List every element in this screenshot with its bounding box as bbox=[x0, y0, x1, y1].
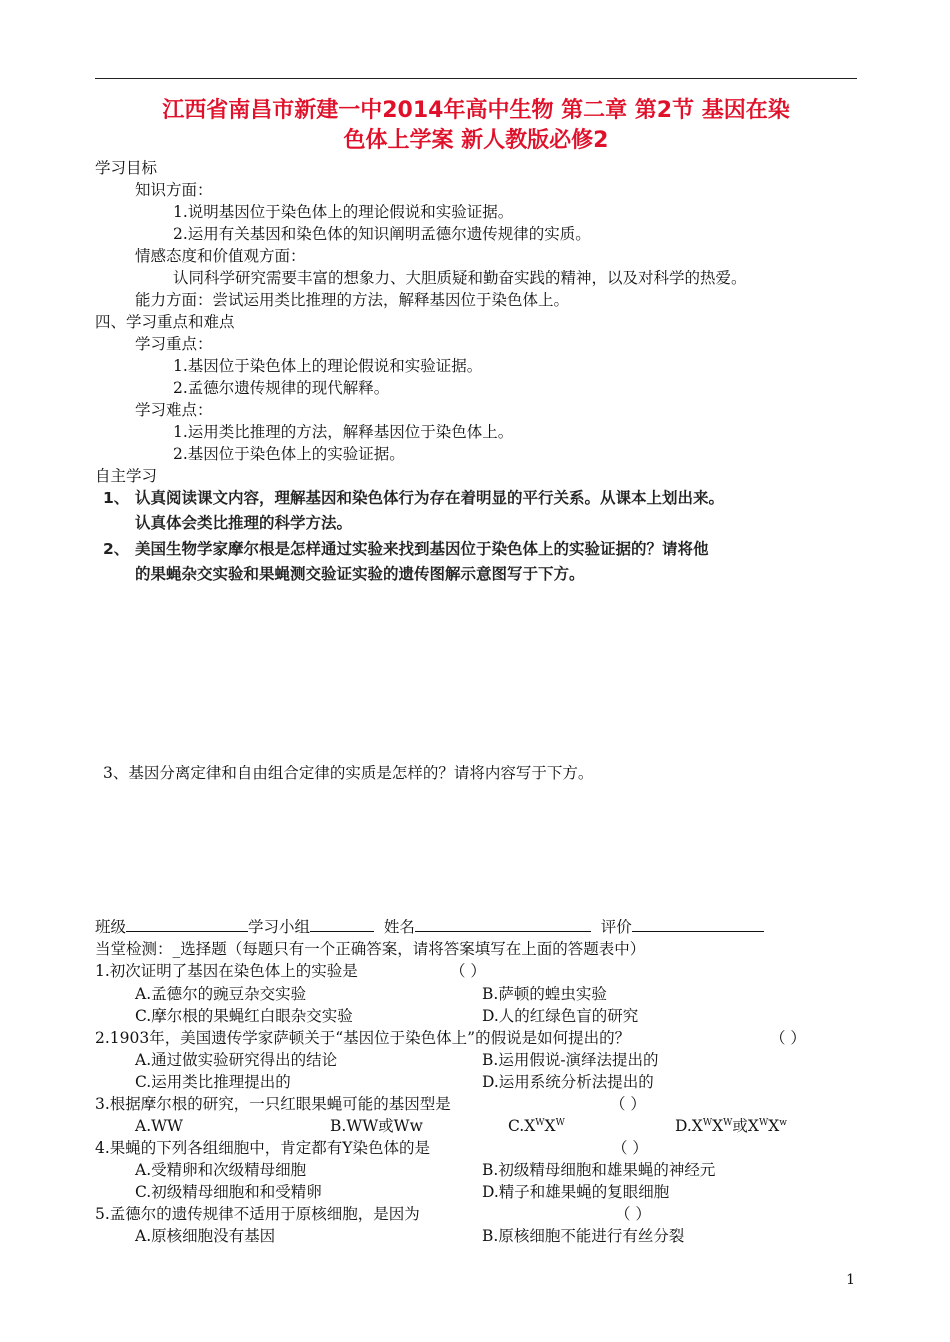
quiz-q2: 2.1903年，美国遗传学家萨顿关于“基因位于染色体上”的假说是如何提出的？ bbox=[95, 1029, 631, 1047]
quiz-q4: 4.果蝇的下列各组细胞中，肯定都有Y染色体的是 bbox=[95, 1139, 431, 1157]
self-study-q1-number: 1、 bbox=[103, 489, 130, 507]
header-rule bbox=[95, 78, 857, 79]
key-heading: 学习重点： bbox=[135, 335, 213, 353]
quiz-q4-option-b: B.初级精母细胞和雄果蝇的神经元 bbox=[482, 1161, 716, 1179]
class-field[interactable] bbox=[126, 917, 248, 932]
quiz-intro: 当堂检测：_选择题（每题只有一个正确答案，请将答案填写在上面的答题表中） bbox=[95, 940, 646, 958]
name-field[interactable] bbox=[415, 917, 591, 932]
key-points-heading: 四、学习重点和难点 bbox=[95, 313, 235, 331]
knowledge-heading: 知识方面： bbox=[135, 181, 213, 199]
quiz-q3-option-a: A.WW bbox=[135, 1117, 183, 1135]
knowledge-item-2: 2.运用有关基因和染色体的知识阐明孟德尔遗传规律的实质。 bbox=[173, 225, 591, 243]
class-label: 班级 bbox=[95, 918, 127, 936]
quiz-q3: 3.根据摩尔根的研究，一只红眼果蝇可能的基因型是 bbox=[95, 1095, 451, 1113]
emotion-item-1: 认同科学研究需要丰富的想象力、大胆质疑和勤奋实践的精神，以及对科学的热爱。 bbox=[173, 269, 747, 287]
quiz-q3-option-c: $C.X^WX^W$ bbox=[508, 1117, 565, 1135]
self-study-q1-line-1: 认真阅读课文内容，理解基因和染色体行为存在着明显的平行关系。从课本上划出来。 bbox=[135, 489, 725, 507]
quiz-q3-option-b: B.WW或Ww bbox=[330, 1117, 423, 1135]
eval-field[interactable] bbox=[632, 917, 764, 932]
quiz-q5: 5.孟德尔的遗传规律不适用于原核细胞，是因为 bbox=[95, 1205, 420, 1223]
self-study-q3: 3、基因分离定律和自由组合定律的实质是怎样的？请将内容写于下方。 bbox=[103, 764, 594, 782]
eval-label: 评价 bbox=[600, 918, 632, 936]
quiz-q1-option-d: D.人的红绿色盲的研究 bbox=[482, 1007, 639, 1025]
knowledge-item-1: 1.说明基因位于染色体上的理论假说和实验证据。 bbox=[173, 203, 514, 221]
self-study-q1-line-2: 认真体会类比推理的科学方法。 bbox=[135, 514, 353, 532]
quiz-q5-answer-paren: （ ） bbox=[615, 1205, 651, 1223]
page-number: 1 bbox=[846, 1272, 855, 1288]
self-study-q2-number: 2、 bbox=[103, 540, 130, 558]
quiz-q5-option-a: A.原核细胞没有基因 bbox=[135, 1227, 276, 1245]
difficult-item-1: 1.运用类比推理的方法，解释基因位于染色体上。 bbox=[173, 423, 514, 441]
self-study-heading: 自主学习 bbox=[95, 467, 158, 485]
quiz-q3-answer-paren: （ ） bbox=[610, 1095, 646, 1113]
difficult-item-2: 2.基因位于染色体上的实验证据。 bbox=[173, 445, 405, 463]
name-label: 姓名 bbox=[383, 918, 415, 936]
emotion-heading: 情感态度和价值观方面： bbox=[135, 247, 306, 265]
title-line-1: 江西省南昌市新建一中2014年高中生物 第二章 第2节 基因在染 bbox=[162, 98, 790, 123]
self-study-q2-line-2: 的果蝇杂交实验和果蝇测交验证实验的遗传图解示意图写于下方。 bbox=[135, 565, 585, 583]
quiz-q2-answer-paren: （ ） bbox=[770, 1029, 806, 1047]
quiz-q4-option-c: C.初级精母细胞和和受精卵 bbox=[135, 1183, 322, 1201]
quiz-q4-option-d: D.精子和雄果蝇的复眼细胞 bbox=[482, 1183, 670, 1201]
self-study-q2-line-1: 美国生物学家摩尔根是怎样通过实验来找到基因位于染色体上的实验证据的？请将他 bbox=[135, 540, 709, 558]
quiz-q2-option-c: C.运用类比推理提出的 bbox=[135, 1073, 291, 1091]
quiz-q2-option-b: B.运用假说-演绎法提出的 bbox=[482, 1051, 659, 1069]
quiz-q1-answer-paren: （ ） bbox=[450, 962, 486, 980]
quiz-q2-option-d: D.运用系统分析法提出的 bbox=[482, 1073, 654, 1091]
quiz-q1: 1.初次证明了基因在染色体上的实验是 bbox=[95, 962, 358, 980]
group-field[interactable] bbox=[310, 917, 374, 932]
quiz-q5-option-b: B.原核细胞不能进行有丝分裂 bbox=[482, 1227, 685, 1245]
objectives-heading: 学习目标 bbox=[95, 159, 158, 177]
title-line-2: 色体上学案 新人教版必修2 bbox=[343, 128, 609, 153]
group-label: 学习小组 bbox=[248, 918, 311, 936]
document-title bbox=[95, 96, 857, 156]
quiz-q1-option-c: C.摩尔根的果蝇红白眼杂交实验 bbox=[135, 1007, 353, 1025]
quiz-q3-option-d: $D.X^WX^W$或$X^WX^w$ bbox=[675, 1117, 787, 1135]
quiz-q4-option-a: A.受精卵和次级精母细胞 bbox=[135, 1161, 307, 1179]
quiz-q4-answer-paren: （ ） bbox=[612, 1139, 648, 1157]
key-item-1: 1.基因位于染色体上的理论假说和实验证据。 bbox=[173, 357, 483, 375]
ability-line: 能力方面：尝试运用类比推理的方法，解释基因位于染色体上。 bbox=[135, 291, 570, 309]
quiz-q1-option-b: B.萨顿的蝗虫实验 bbox=[482, 985, 607, 1003]
difficult-heading: 学习难点： bbox=[135, 401, 213, 419]
info-form-line bbox=[95, 917, 764, 937]
quiz-q1-option-a: A.孟德尔的豌豆杂交实验 bbox=[135, 985, 307, 1003]
quiz-q2-option-a: A.通过做实验研究得出的结论 bbox=[135, 1051, 338, 1069]
key-item-2: 2.孟德尔遗传规律的现代解释。 bbox=[173, 379, 390, 397]
